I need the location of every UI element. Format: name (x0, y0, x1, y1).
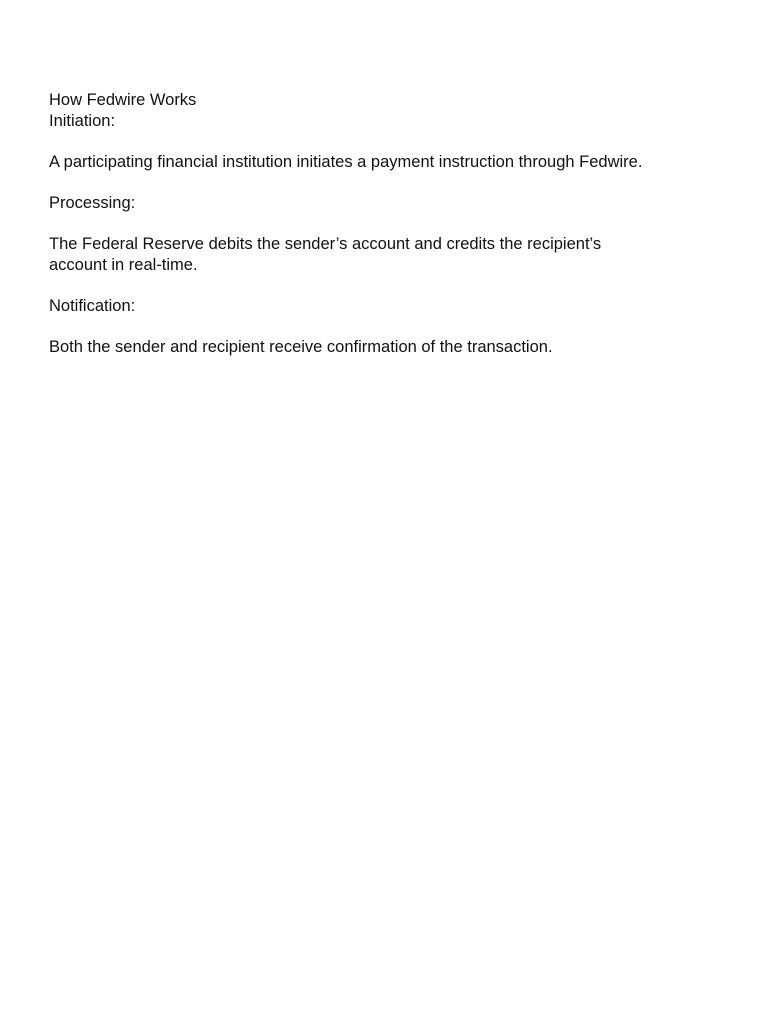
spacer (49, 317, 749, 337)
section-body-notification: Both the sender and recipient receive confirmation of the transaction. (49, 338, 553, 356)
document-title: How Fedwire Works (49, 91, 197, 109)
section-heading-notification: Notification: (49, 297, 136, 315)
section-heading-initiation: Initiation: (49, 112, 116, 130)
section-body-processing-line-1: The Federal Reserve debits the sender’s account and credits the recipient’s (49, 235, 602, 253)
section-body-processing-line-2: account in real-time. (49, 256, 198, 274)
spacer (49, 132, 749, 152)
spacer (49, 214, 749, 234)
section-heading-processing: Processing: (49, 194, 136, 212)
section-body-initiation: A participating financial institution initiates a payment instruction through Fedwire. (49, 153, 643, 171)
spacer (49, 276, 749, 296)
document-page (49, 90, 749, 358)
spacer (49, 173, 749, 193)
